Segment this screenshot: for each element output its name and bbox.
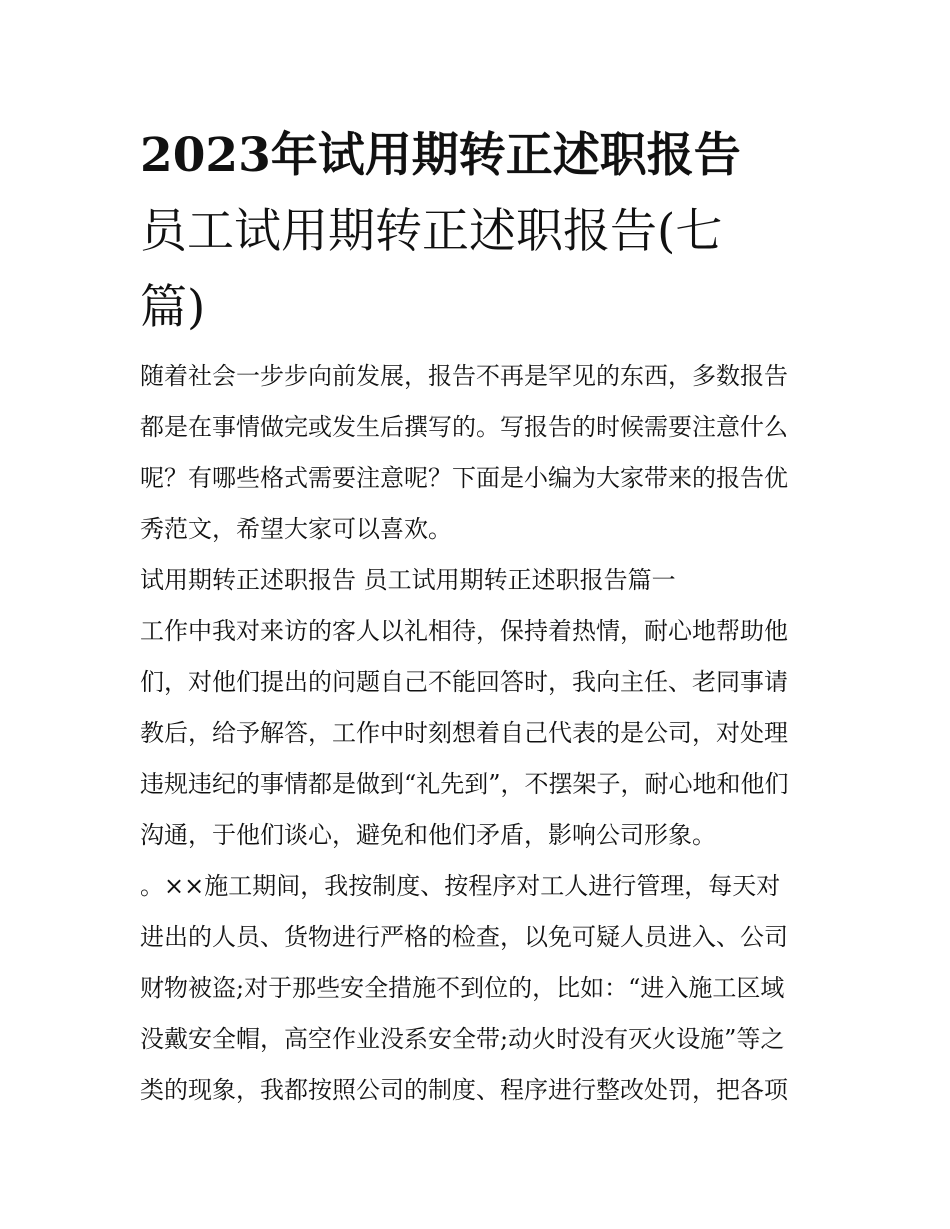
text-line: 们，对他们提出的问题自己不能回答时，我向主任、老同事请 bbox=[140, 668, 788, 696]
title-line-2: 员工试用期转正述职报告(七 bbox=[140, 204, 723, 259]
title-line-3: 篇) bbox=[140, 280, 206, 335]
document-title bbox=[140, 118, 820, 346]
text-line: 随着社会一步步向前发展，报告不再是罕见的东西，多数报告 bbox=[140, 362, 788, 390]
text-line: 进出的人员、货物进行严格的检查，以免可疑人员进入、公司 bbox=[140, 923, 788, 951]
document-body bbox=[140, 351, 812, 1116]
text-line: 呢？有哪些格式需要注意呢？下面是小编为大家带来的报告优 bbox=[140, 464, 788, 492]
text-line: 财物被盗;对于那些安全措施不到位的，比如：“进入施工区域 bbox=[140, 974, 785, 1002]
body-paragraph bbox=[140, 606, 812, 861]
body-paragraph bbox=[140, 861, 812, 1116]
text-line: 工作中我对来访的客人以礼相待，保持着热情，耐心地帮助他 bbox=[140, 617, 788, 645]
section-heading bbox=[140, 555, 812, 606]
text-line: 没戴安全帽，高空作业没系安全带;动火时没有灭火设施”等之 bbox=[140, 1025, 785, 1053]
text-line: 沟通，于他们谈心，避免和他们矛盾，影响公司形象。 bbox=[140, 821, 716, 849]
text-line: 教后，给予解答，工作中时刻想着自己代表的是公司，对处理 bbox=[140, 719, 788, 747]
text-line: 试用期转正述职报告 员工试用期转正述职报告篇一 bbox=[140, 566, 676, 594]
text-line: 类的现象，我都按照公司的制度、程序进行整改处罚，把各项 bbox=[140, 1076, 788, 1104]
text-line: 违规违纪的事情都是做到“礼先到”，不摆架子，耐心地和他们 bbox=[140, 770, 789, 798]
title-line-1: 2023年试用期转正述职报告 bbox=[140, 128, 741, 183]
text-line: 秀范文，希望大家可以喜欢。 bbox=[140, 515, 452, 543]
intro-paragraph bbox=[140, 351, 812, 555]
text-line: 都是在事情做完或发生后撰写的。写报告的时候需要注意什么 bbox=[140, 413, 788, 441]
text-line: 。××施工期间，我按制度、按程序对工人进行管理，每天对 bbox=[140, 872, 781, 900]
